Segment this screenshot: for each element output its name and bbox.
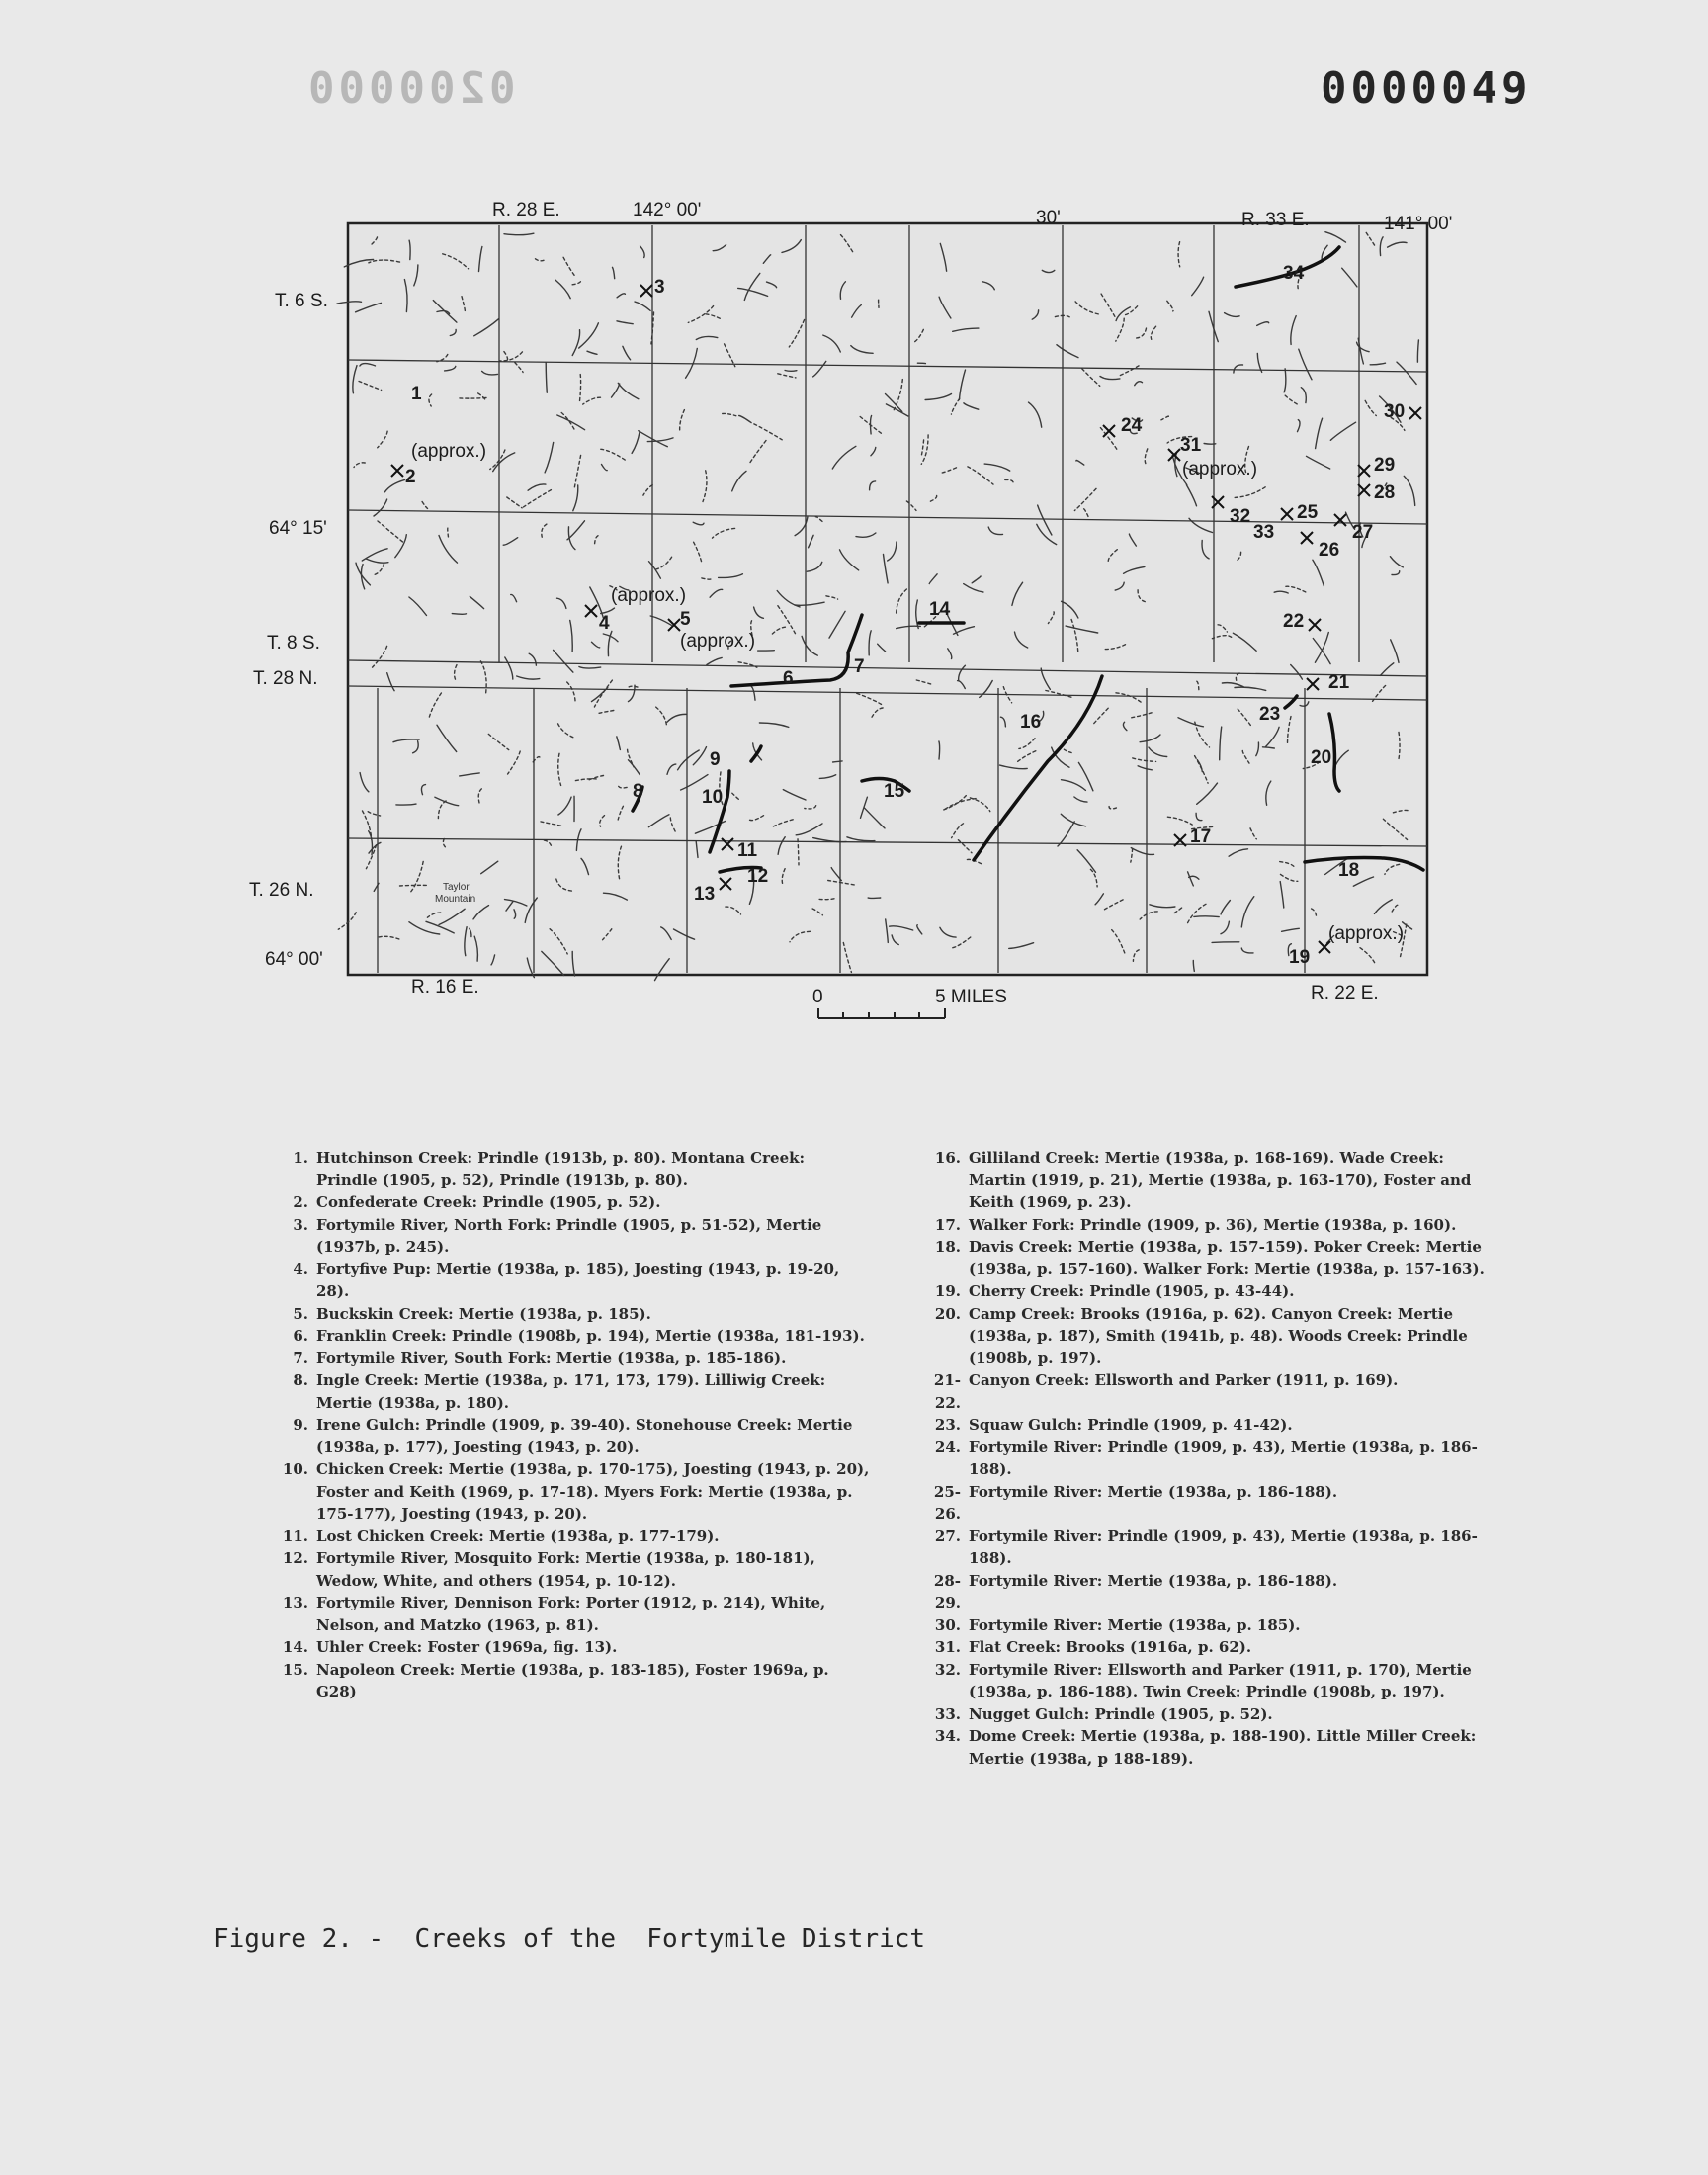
legend-entry [277, 1348, 870, 1370]
label-taylor: Taylor [443, 882, 470, 893]
legend-entry [909, 1436, 1502, 1481]
legend-entry-number: 11. [282, 1526, 308, 1545]
legend-entry [909, 1414, 1502, 1436]
creek-number-1: 1 [411, 384, 422, 404]
legend-entry-text: Napoleon Creek: Mertie (1938a, p. 183-185), Foster 1969a, p. G28) [316, 1660, 829, 1700]
legend-entry-number: 32. [934, 1660, 961, 1679]
page-number-mirrored: 0200000 [304, 63, 516, 114]
creek-number-17: 17 [1190, 826, 1212, 847]
creek-number-18: 18 [1338, 860, 1360, 881]
creek-number-26: 26 [1319, 540, 1340, 561]
approx-label-4: (approx.) [611, 585, 687, 606]
approx-label-19: (approx.) [1328, 923, 1405, 944]
legend-entry-number: 17. [934, 1215, 961, 1234]
creek-number-7: 7 [854, 656, 865, 677]
terrain-stroke [939, 741, 940, 759]
label-r22e: R. 22 E. [1311, 983, 1379, 1003]
legend-entry-number: 23. [934, 1416, 961, 1434]
creek-number-5: 5 [680, 609, 691, 630]
legend-entry [277, 1636, 870, 1659]
legend-entry-number: 2. [293, 1193, 308, 1211]
label-t28n: T. 28 N. [253, 668, 318, 689]
creek-number-32: 32 [1230, 506, 1251, 527]
legend-entry [277, 1592, 870, 1636]
creek-number-8: 8 [633, 781, 643, 802]
label-r33e: R. 33 E. [1241, 210, 1310, 230]
creek-number-14: 14 [929, 599, 951, 620]
legend-entry-text: Buckskin Creek: Mertie (1938a, p. 185). [316, 1304, 651, 1323]
legend-entry-text: Fortymile River: Prindle (1909, p. 43), Mertie (1938a, p. 186-188). [969, 1437, 1478, 1478]
map-figure [0, 0, 1708, 1048]
legend-entry [909, 1303, 1502, 1370]
legend-entry [909, 1659, 1502, 1703]
terrain-stroke [452, 614, 466, 615]
legend-entry [277, 1414, 870, 1458]
map-frame [348, 223, 1427, 975]
creek-number-24: 24 [1121, 415, 1143, 436]
creek-number-29: 29 [1374, 455, 1396, 476]
legend-entry-text: Confederate Creek: Prindle (1905, p. 52). [316, 1193, 661, 1211]
creek-number-11: 11 [737, 840, 758, 861]
legend-entry [277, 1303, 870, 1326]
legend-entry-number: 5. [293, 1304, 308, 1323]
legend-entry [909, 1703, 1502, 1726]
legend-entry [909, 1725, 1502, 1770]
legend-entry [277, 1214, 870, 1259]
label-mountain: Mountain [435, 894, 476, 905]
creek-number-28: 28 [1374, 482, 1396, 503]
scale-five-miles: 5 MILES [935, 987, 1007, 1007]
legend-entry-number: 33. [934, 1704, 961, 1723]
legend-entry-number: 16. [934, 1149, 961, 1167]
legend-entry-number: 13. [282, 1594, 308, 1611]
legend-entry-number: 21-22. [933, 1371, 961, 1412]
terrain-stroke [1212, 942, 1239, 943]
legend-entry-text: Fortyfive Pup: Mertie (1938a, p. 185), Joesting (1943, p. 19-20, 28). [316, 1260, 840, 1300]
legend-entry-text: Fortymile River: Mertie (1938a, p. 185). [969, 1615, 1301, 1634]
legend-entry-number: 1. [293, 1149, 308, 1167]
label-64-15: 64° 15' [269, 518, 327, 539]
legend-entry-text: Canyon Creek: Ellsworth and Parker (1911, p. 169). [969, 1371, 1399, 1389]
legend-entry-text: Flat Creek: Brooks (1916a, p. 62). [969, 1638, 1252, 1656]
creek-number-9: 9 [710, 749, 721, 770]
legend-entry [909, 1636, 1502, 1659]
legend-entry-text: Fortymile River: Ellsworth and Parker (1911, p. 170), Mertie (1938a, p. 186-188). Twin Creek: Prindle (1908b, p. 197). [969, 1660, 1472, 1700]
label-64-00: 64° 00' [265, 949, 323, 970]
legend-entry [909, 1236, 1502, 1280]
legend-entry-number: 14. [282, 1638, 308, 1656]
figure-caption: Figure 2. - Creeks of the Fortymile District [214, 1924, 926, 1954]
label-t26n: T. 26 N. [249, 880, 314, 901]
legend-entry-number: 7. [293, 1348, 308, 1367]
label-142-00: 142° 00' [633, 200, 702, 220]
creek-number-2: 2 [405, 467, 416, 487]
legend-entry-number: 6. [293, 1327, 308, 1345]
legend-entry-number: 19. [934, 1282, 961, 1300]
legend-entry [277, 1659, 870, 1703]
creek-number-12: 12 [747, 866, 769, 887]
legend-entry [909, 1147, 1502, 1214]
legend-entry-number: 24. [934, 1437, 961, 1456]
legend-entry-number: 28-29. [933, 1571, 961, 1611]
legend-entry-text: Camp Creek: Brooks (1916a, p. 62). Canyon Creek: Mertie (1938a, p. 187), Smith (1941b, p. 48). Woods Creek: Prindle (1908b, p. 197). [969, 1304, 1468, 1367]
creek-number-4: 4 [599, 613, 610, 634]
legend-entry-number: 30. [934, 1615, 961, 1634]
legend-entry-text: Fortymile River, Mosquito Fork: Mertie (1938a, p. 180-181), Wedow, White, and others (1954, p. 10-12). [316, 1549, 815, 1590]
legend-entry [277, 1191, 870, 1214]
legend-entry-text: Gilliland Creek: Mertie (1938a, p. 168-169). Wade Creek: Martin (1919, p. 21), Mertie (1938a, p. 163-170), Foster and Keith (1969, p. 23). [969, 1149, 1472, 1211]
legend-entry [909, 1481, 1502, 1525]
map-svg [0, 0, 1708, 1048]
legend-entry-number: 20. [934, 1304, 961, 1323]
creek-number-25: 25 [1297, 502, 1319, 523]
legend-entry-number: 25-26. [933, 1482, 961, 1522]
scale-bar [812, 987, 1007, 1018]
legend-entry-number: 4. [293, 1260, 308, 1278]
approx-label-1: (approx.) [411, 441, 487, 462]
legend-entry-text: Fortymile River, Dennison Fork: Porter (1912, p. 214), White, Nelson, and Matzko (1963, p. 81). [316, 1594, 826, 1634]
legend-entry [909, 1280, 1502, 1303]
legend-entry-text: Dome Creek: Mertie (1938a, p. 188-190). Little Miller Creek: Mertie (1938a, p 188-189). [969, 1727, 1477, 1768]
legend-entry-number: 27. [934, 1526, 961, 1545]
scale-zero: 0 [812, 987, 823, 1007]
creek-number-20: 20 [1311, 747, 1332, 768]
legend-entry [277, 1547, 870, 1592]
creek-number-31: 31 [1180, 435, 1202, 456]
creek-number-22: 22 [1283, 611, 1305, 632]
legend-entry-number: 10. [282, 1460, 308, 1478]
legend-entry-text: Fortymile River, South Fork: Mertie (1938a, p. 185-186). [316, 1348, 787, 1367]
creek-number-6: 6 [783, 668, 794, 689]
legend-entry-text: Cherry Creek: Prindle (1905, p. 43-44). [969, 1282, 1295, 1300]
legend-entry-text: Fortymile River: Mertie (1938a, p. 186-188). [969, 1482, 1338, 1501]
legend-entry-number: 8. [293, 1371, 308, 1389]
creek-number-15: 15 [884, 781, 905, 802]
legend-entry [277, 1458, 870, 1525]
legend-entry [909, 1614, 1502, 1637]
legend-entry [277, 1147, 870, 1191]
legend-entry-text: Squaw Gulch: Prindle (1909, p. 41-42). [969, 1416, 1293, 1434]
creek-number-3: 3 [654, 277, 665, 298]
legend-entry-number: 34. [934, 1727, 961, 1745]
legend-entry [909, 1570, 1502, 1614]
creek-number-10: 10 [702, 787, 724, 808]
legend-entry-text: Irene Gulch: Prindle (1909, p. 39-40). Stonehouse Creek: Mertie (1938a, p. 177), Joesting (1943, p. 20). [316, 1416, 853, 1456]
creek-number-19: 19 [1289, 947, 1311, 968]
label-141-00: 141° 00' [1384, 214, 1453, 234]
creek-number-34: 34 [1283, 263, 1305, 284]
legend-entry-text: Lost Chicken Creek: Mertie (1938a, p. 177-179). [316, 1526, 720, 1545]
label-r16e: R. 16 E. [411, 977, 479, 998]
legend-entry-number: 9. [293, 1416, 308, 1434]
legend-entry [909, 1525, 1502, 1570]
legend-entry [277, 1259, 870, 1303]
creek-number-27: 27 [1352, 522, 1374, 543]
label-t6s: T. 6 S. [275, 291, 328, 311]
page-number: 0000049 [1321, 63, 1532, 114]
legend-entry [277, 1525, 870, 1548]
legend-entry-text: Davis Creek: Mertie (1938a, p. 157-159). Poker Creek: Mertie (1938a, p. 157-160). Walker Fork: Mertie (1938a, p. 157-163). [969, 1238, 1485, 1278]
legend-entry-number: 12. [282, 1549, 308, 1567]
legend-column-left [277, 1147, 870, 1703]
legend-entry [277, 1369, 870, 1414]
creek-number-23: 23 [1259, 704, 1281, 725]
approx-label-5: (approx.) [680, 631, 756, 652]
legend-entry-text: Hutchinson Creek: Prindle (1913b, p. 80). Montana Creek: Prindle (1905, p. 52), Prindle (1913b, p. 80). [316, 1149, 806, 1189]
legend-entry-text: Franklin Creek: Prindle (1908b, p. 194), Mertie (1938a, 181-193). [316, 1327, 865, 1345]
legend-entry-text: Ingle Creek: Mertie (1938a, p. 171, 173, 179). Lilliwig Creek: Mertie (1938a, p. 180). [316, 1371, 826, 1412]
legend-entry-number: 18. [934, 1238, 961, 1256]
creek-number-13: 13 [694, 884, 716, 905]
creek-number-16: 16 [1020, 712, 1042, 733]
label-30-min: 30' [1036, 208, 1061, 228]
legend-entry-text: Fortymile River: Prindle (1909, p. 43), Mertie (1938a, p. 186-188). [969, 1526, 1478, 1567]
legend-entry-text: Uhler Creek: Foster (1969a, fig. 13). [316, 1638, 618, 1656]
legend-entry-number: 3. [293, 1215, 308, 1234]
label-r28e: R. 28 E. [492, 200, 560, 220]
legend-entry-number: 31. [934, 1638, 961, 1656]
legend-entry-text: Fortymile River, North Fork: Prindle (1905, p. 51-52), Mertie (1937b, p. 245). [316, 1215, 822, 1256]
label-t8s: T. 8 S. [267, 633, 320, 653]
approx-label-31: (approx.) [1182, 459, 1258, 479]
legend-entry-text: Nugget Gulch: Prindle (1905, p. 52). [969, 1704, 1273, 1723]
creek-number-30: 30 [1384, 401, 1406, 422]
legend-entry-number: 15. [282, 1660, 308, 1679]
legend-entry [277, 1325, 870, 1348]
creek-number-21: 21 [1328, 672, 1350, 693]
creek-number-33: 33 [1253, 522, 1275, 543]
legend-entry [909, 1214, 1502, 1237]
legend-entry-text: Chicken Creek: Mertie (1938a, p. 170-175), Joesting (1943, p. 20), Foster and Keith (1969, p. 17-18). Myers Fork: Mertie (1938a, p. 175-177), Joesting (1943, p. 20). [316, 1460, 870, 1522]
legend-entry [909, 1369, 1502, 1414]
legend-entry-text: Walker Fork: Prindle (1909, p. 36), Mertie (1938a, p. 160). [969, 1215, 1457, 1234]
legend-column-right [909, 1147, 1502, 1770]
terrain-stroke [1194, 916, 1219, 917]
legend-entry-text: Fortymile River: Mertie (1938a, p. 186-188). [969, 1571, 1338, 1590]
